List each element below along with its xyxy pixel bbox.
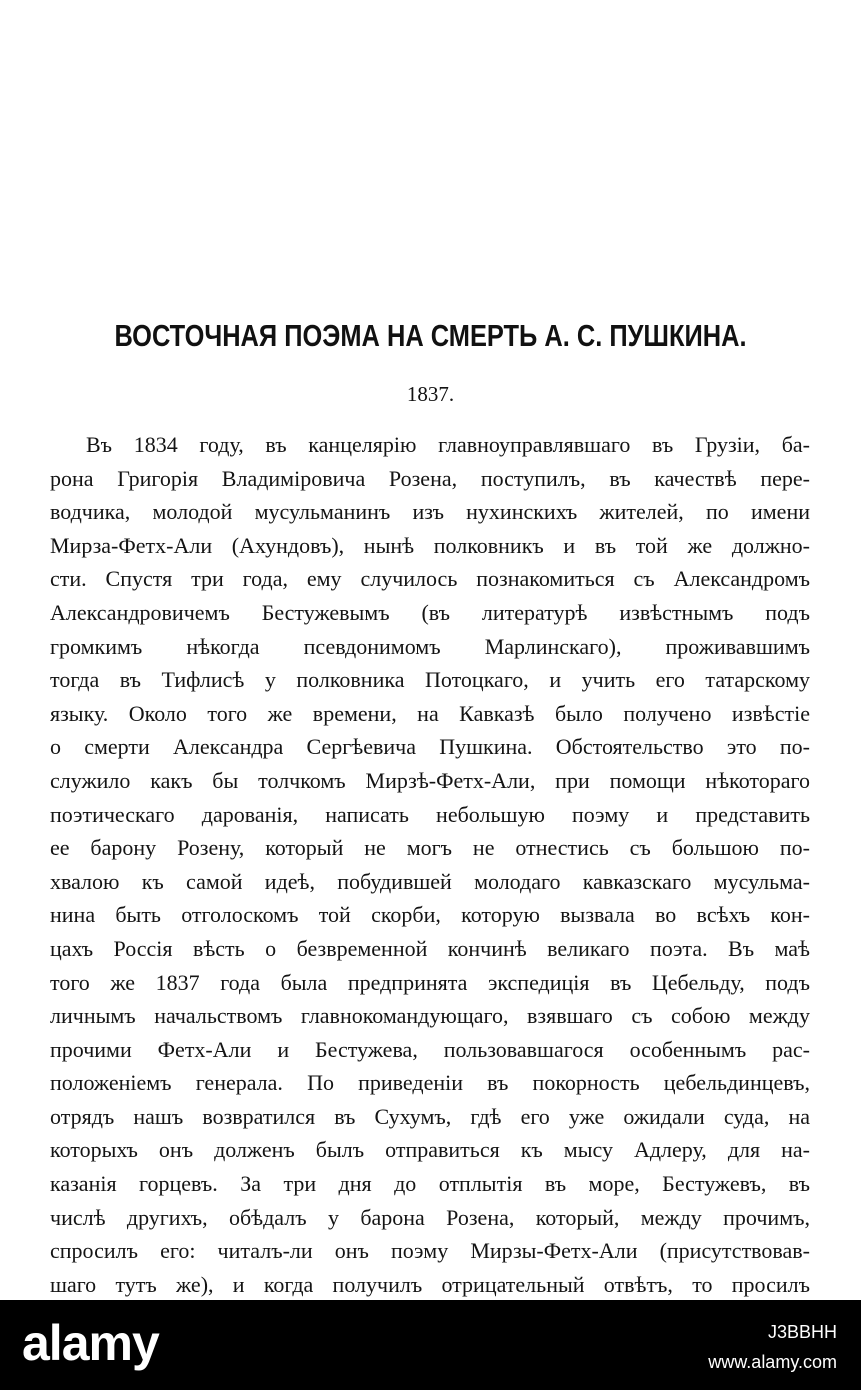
text-line: Мирза-Фетх-Али (Ахундовъ), нынѣ полковникъ и въ той же должно- <box>50 532 810 558</box>
watermark-logo: alamy <box>22 1315 159 1371</box>
text-line: которыхъ онъ долженъ былъ отправиться къ мысу Адлеру, для на- <box>50 1137 810 1163</box>
text-line: нина быть отголоскомъ той скорби, которую вызвала во всѣхъ кон- <box>50 902 810 928</box>
text-line: Александровичемъ Бестужевымъ (въ литературѣ извѣстнымъ подъ <box>50 599 810 625</box>
text-line: служило какъ бы толчкомъ Мирзѣ-Фетх-Али, при помощи нѣкотораго <box>50 767 810 793</box>
document-body <box>50 428 810 1335</box>
text-line: хвалою къ самой идеѣ, побудившей молодаго кавказскаго мусульма- <box>50 868 810 894</box>
text-line: рона Григорія Владиміровича Розена, поступилъ, въ качествѣ пере- <box>50 465 810 491</box>
text-line: того же 1837 года была предпринята экспедиція въ Цебельду, подъ <box>50 969 810 995</box>
document-year: 1837. <box>406 382 455 406</box>
text-line: шаго тутъ же), и когда получилъ отрицательный отвѣтъ, то просилъ <box>50 1271 810 1297</box>
text-line: числѣ другихъ, обѣдалъ у барона Розена, который, между прочимъ, <box>50 1204 810 1230</box>
text-line: отрядъ нашъ возвратился въ Сухумъ, гдѣ его уже ожидали суда, на <box>50 1103 810 1129</box>
text-line: Въ 1834 году, въ канцелярію главноуправлявшаго въ Грузіи, ба- <box>86 432 810 457</box>
watermark-footer <box>0 1300 861 1390</box>
document-title: ВОСТОЧНАЯ ПОЭМА НА СМЕРТЬ А. С. ПУШКИНА. <box>114 318 747 353</box>
site-url: www.alamy.com <box>708 1352 837 1372</box>
text-line: тогда въ Тифлисѣ у полковника Потоцкаго, и учить его татарскому <box>50 667 810 693</box>
text-line: о смерти Александра Сергѣевича Пушкина. Обстоятельство это по- <box>50 734 810 760</box>
text-line: поэтическаго дарованія, написать небольшую поэму и представить <box>50 801 810 827</box>
text-line: прочими Фетх-Али и Бестужева, пользовавшагося особеннымъ рас- <box>50 1036 810 1062</box>
text-line: громкимъ нѣкогда псевдонимомъ Марлинскаго), проживавшимъ <box>50 633 810 659</box>
text-line: водчика, молодой мусульманинъ изъ нухинскихъ жителей, по имени <box>50 499 810 525</box>
text-line: языку. Около того же времени, на Кавказѣ было получено извѣстіе <box>50 700 810 726</box>
text-line: положеніемъ генерала. По приведеніи въ покорность цебельдинцевъ, <box>50 1070 810 1096</box>
text-line: сти. Спустя три года, ему случилось познакомиться съ Александромъ <box>50 566 810 592</box>
text-line: цахъ Россія вѣсть о безвременной кончинѣ великаго поэта. Въ маѣ <box>50 935 810 961</box>
text-line: ее барону Розену, который не могъ не отнестись съ большою по- <box>50 835 810 861</box>
image-id-label: J3BBHH <box>767 1322 837 1342</box>
text-line: спросилъ его: читалъ-ли онъ поэму Мирзы-Фетх-Али (присутствовав- <box>50 1238 810 1264</box>
text-line: личнымъ начальствомъ главнокомандующаго, взявшаго съ собою между <box>50 1003 810 1029</box>
text-line: казанія горцевъ. За три дня до отплытія въ море, Бестужевъ, въ <box>50 1171 810 1197</box>
